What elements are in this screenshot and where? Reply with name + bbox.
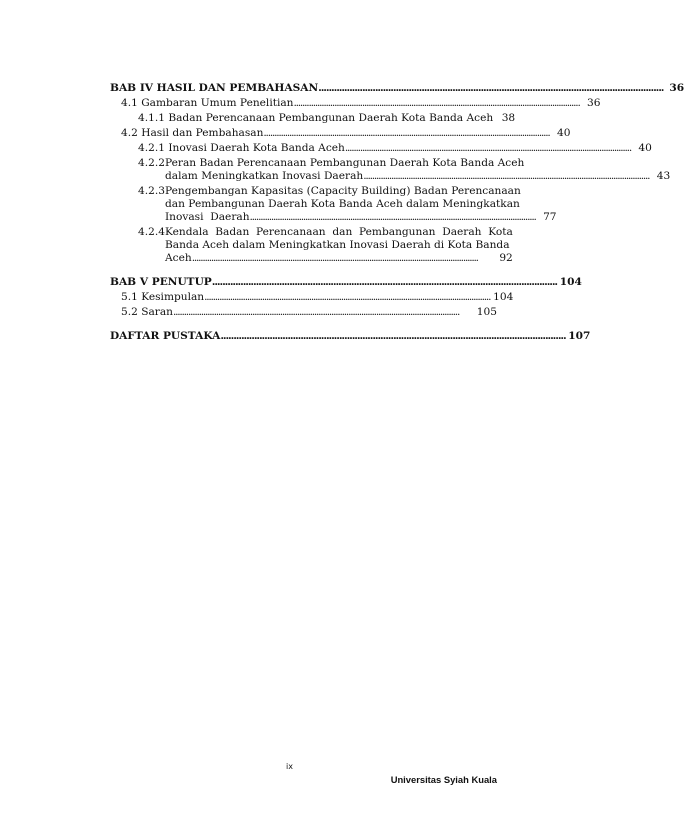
toc-entry-bab-iv[interactable]	[110, 82, 684, 95]
dot-leader	[294, 97, 579, 110]
toc-page-number: 105	[476, 306, 497, 318]
toc-page-number: 104	[559, 276, 582, 288]
dot-leader	[263, 127, 548, 140]
toc-entry-title-line: Inovasi Daerah	[165, 211, 250, 223]
toc-entry-4-1-1[interactable]	[110, 112, 516, 125]
toc-entry-4-2-3[interactable]	[110, 185, 557, 224]
dot-leader	[204, 291, 489, 304]
toc-entry-title-line: Pengembangan Kapasitas (Capacity Building) Badan Perencanaan	[165, 185, 521, 197]
toc-page-number: 92	[499, 252, 513, 264]
dot-leader	[220, 330, 564, 343]
toc-entry-title-line: Peran Badan Perencanaan Pembangunan Daerah Kota Banda Aceh	[165, 157, 525, 169]
toc-page-number: 77	[543, 211, 557, 223]
spacer	[110, 265, 497, 276]
toc-page-number: 43	[656, 170, 671, 182]
toc-entry-4-2[interactable]	[110, 127, 571, 140]
toc-entry-title: 4.2.1 Inovasi Daerah Kota Banda Aceh	[138, 142, 345, 154]
toc-entry-title: 5.2 Saran	[121, 306, 173, 318]
footer-university: Universitas Syiah Kuala	[390, 774, 497, 785]
toc-entry-4-1[interactable]	[110, 97, 601, 110]
toc-entry-daftar-pustaka[interactable]	[110, 330, 591, 343]
toc-entry-number: 4.2.3	[138, 185, 165, 197]
toc-entry-title-line: Aceh	[165, 252, 192, 264]
dot-leader	[250, 211, 535, 224]
toc-entry-bab-v[interactable]	[110, 276, 582, 289]
dot-leader	[192, 252, 491, 265]
toc-entry-title-line: dan Pembangunan Daerah Kota Banda Aceh dalam Meningkatkan	[165, 198, 520, 210]
dot-leader	[345, 142, 630, 155]
table-of-contents	[110, 82, 684, 343]
toc-entry-title-line: dalam Meningkatkan Inovasi Daerah	[165, 170, 364, 182]
toc-entry-title: 4.1.1 Badan Perencanaan Pembangunan Daerah Kota Banda Aceh	[138, 112, 494, 124]
dot-leader	[318, 82, 662, 95]
toc-entry-title-line: Kendala Badan Perencanaan dan Pembangunan Daerah Kota	[165, 226, 513, 238]
toc-entry-title: BAB V PENUTUP	[110, 276, 212, 288]
toc-page-number: 38	[501, 112, 516, 124]
toc-entry-4-2-1[interactable]	[110, 142, 652, 155]
toc-page-number: 36	[669, 82, 684, 94]
toc-entry-number: 4.2.4	[138, 226, 165, 238]
toc-entry-title: 5.1 Kesimpulan	[121, 291, 205, 303]
dot-leader	[173, 306, 473, 319]
toc-entry-title: 4.1 Gambaran Umum Penelitian	[121, 97, 294, 109]
toc-entry-5-2[interactable]	[110, 306, 497, 319]
toc-page-number: 40	[556, 127, 571, 139]
toc-entry-title: DAFTAR PUSTAKA	[110, 330, 221, 342]
page-number: ix	[286, 762, 293, 771]
toc-entry-4-2-2[interactable]	[110, 157, 671, 183]
toc-page-number: 40	[638, 142, 652, 154]
dot-leader	[363, 170, 648, 183]
toc-entry-title: 4.2 Hasil dan Pembahasan	[121, 127, 264, 139]
toc-page-number: 107	[568, 330, 591, 342]
spacer	[110, 319, 497, 330]
toc-entry-4-2-4[interactable]	[110, 226, 513, 265]
toc-entry-title: BAB IV HASIL DAN PEMBAHASAN	[110, 82, 319, 94]
toc-page-number: 36	[587, 97, 601, 109]
toc-entry-title-line: Banda Aceh dalam Meningkatkan Inovasi Daerah di Kota Banda	[165, 239, 510, 251]
toc-entry-5-1[interactable]	[110, 291, 514, 304]
dot-leader	[212, 276, 556, 289]
toc-entry-number: 4.2.2	[138, 157, 165, 169]
toc-page-number: 104	[493, 291, 514, 303]
